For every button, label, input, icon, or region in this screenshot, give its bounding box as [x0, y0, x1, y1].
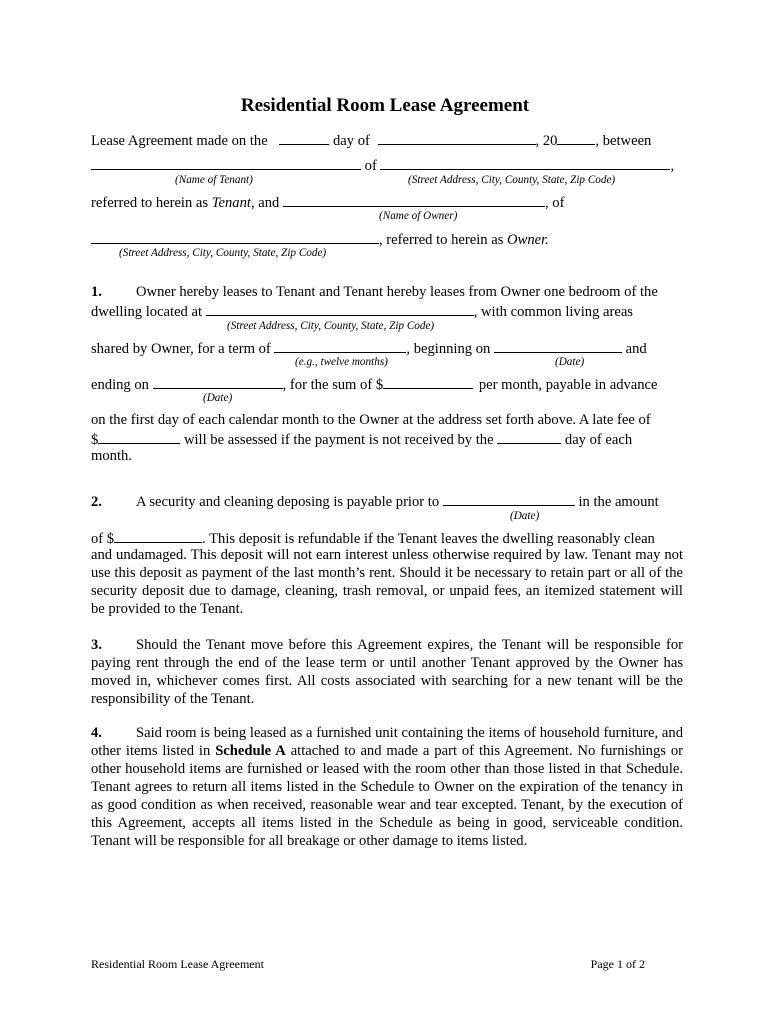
- security-text: A security and cleaning deposing is payable prior to: [136, 494, 440, 510]
- dwelling-address-blank[interactable]: [206, 302, 474, 316]
- deposit-date-blank[interactable]: [443, 492, 575, 506]
- tenant-name-blank[interactable]: [91, 156, 361, 170]
- dwelling-address-caption: (Street Address, City, County, State, Zip Code): [227, 320, 435, 332]
- day-of-each-text: day of each: [564, 432, 633, 448]
- deposit-date-caption: (Date): [510, 510, 540, 522]
- dollar-sign: $: [91, 432, 99, 448]
- section3-paragraph: [91, 636, 683, 708]
- name-of-tenant-caption: (Name of Tenant): [175, 174, 253, 186]
- name-of-owner-caption: (Name of Owner): [379, 210, 458, 222]
- section1-line6: [91, 430, 632, 449]
- section4-number: 4.: [91, 725, 102, 741]
- between-text: , between: [595, 133, 652, 149]
- sum-of-text: , for the sum of $: [282, 377, 384, 393]
- of-dollar-text: of $: [91, 531, 115, 547]
- section4-body-start: Said room is being leased as a furnished unit containing the items of household furniture, and other items listed in: [91, 725, 683, 759]
- ending-on-text: ending on: [91, 377, 149, 393]
- day-blank[interactable]: [279, 131, 329, 145]
- referred-owner-text: , referred to herein as: [379, 232, 504, 248]
- term-text: shared by Owner, for a term of: [91, 341, 271, 357]
- made-on-text: Lease Agreement made on the: [91, 133, 268, 149]
- section3-body: Should the Tenant move before this Agreement expires, the Tenant will be responsible for paying rent through the end of the lease term or until another Tenant approved by the Owner has moved in, whichever comes first. All costs associated with searching for a new tenant will be the responsibility of the Tenant.: [91, 637, 683, 707]
- owner-address-blank[interactable]: [91, 230, 379, 244]
- month-blank[interactable]: [378, 131, 536, 145]
- section1-number: 1.: [91, 284, 102, 300]
- assessed-text: will be assessed if the payment is not received by the: [183, 432, 494, 448]
- section1-line1: [91, 284, 658, 301]
- in-the-amount-text: in the amount: [578, 494, 659, 510]
- comma-20-text: , 20: [535, 133, 558, 149]
- term-blank[interactable]: [274, 339, 406, 353]
- ending-date-caption: (Date): [203, 392, 233, 404]
- of-text: of: [364, 158, 377, 174]
- owner-address-caption: (Street Address, City, County, State, Zip Code): [119, 247, 327, 259]
- and-text: and: [258, 195, 280, 211]
- section2-body: and undamaged. This deposit will not earn interest unless otherwise required by law. Tenant may not use this deposit as payment of the last month’s rent. Should it be necessary to retain part or all of the security deposit due to damage, cleaning, trash removal, or unpaid fees, an itemized statement will be provided to the Tenant.: [91, 547, 683, 617]
- dwelling-text: dwelling located at: [91, 304, 203, 320]
- beginning-date-caption: (Date): [555, 356, 585, 368]
- beginning-date-blank[interactable]: [494, 339, 622, 353]
- ending-date-blank[interactable]: [153, 375, 283, 389]
- section4-paragraph: [91, 724, 683, 850]
- section1-line5: on the first day of each calendar month to the Owner at the address set forth above. A late fee of: [91, 412, 651, 428]
- late-fee-blank[interactable]: [98, 430, 180, 444]
- refundable-text: . This deposit is refundable if the Tenant leaves the dwelling reasonably clean: [202, 531, 655, 547]
- deposit-amount-blank[interactable]: [114, 529, 202, 543]
- per-month-text: per month, payable in advance: [478, 377, 658, 393]
- document-title: Residential Room Lease Agreement: [240, 95, 530, 116]
- late-day-blank[interactable]: [497, 430, 561, 444]
- and-text-2: and: [625, 341, 647, 357]
- section1-line2: [91, 302, 633, 321]
- term-caption: (e.g., twelve months): [295, 356, 388, 368]
- tenant-word: Tenant,: [211, 195, 255, 211]
- comma-of-text: , of: [545, 195, 565, 211]
- section1-text1: Owner hereby leases to Tenant and Tenant hereby leases from Owner one bedroom of the: [136, 284, 658, 300]
- footer-title: Residential Room Lease Agreement: [91, 957, 264, 971]
- section1-line4: [91, 375, 658, 394]
- tenant-address-blank[interactable]: [380, 156, 670, 170]
- section2-number: 2.: [91, 494, 102, 510]
- common-areas-text: , with common living areas: [473, 304, 633, 320]
- beginning-on-text: , beginning on: [406, 341, 491, 357]
- owner-name-blank[interactable]: [283, 193, 545, 207]
- section3-number: 3.: [91, 637, 102, 653]
- day-of-text: day of: [332, 133, 370, 149]
- made-on-line: [91, 131, 651, 150]
- footer-page-number: Page 1 of 2: [590, 957, 645, 971]
- schedule-a-text: Schedule A: [215, 743, 286, 759]
- owner-line: [91, 193, 564, 212]
- year-blank[interactable]: [557, 131, 595, 145]
- section2-line1: [91, 492, 659, 511]
- rent-amount-blank[interactable]: [383, 375, 473, 389]
- owner-word: Owner.: [507, 232, 549, 248]
- tenant-line: [91, 156, 674, 175]
- referred-tenant-text: referred to herein as: [91, 195, 209, 211]
- section4-body-end: attached to and made a part of this Agreement. No furnishings or other household items are furnished or leased with the room other than those listed in that Schedule. Tenant agrees to return all items listed in the Schedule to Owner on the expiration of the tenancy in as good condition as when received, reasonable wear and tear excepted. Tenant, by the execution of this Agreement, accepts all items listed in the Schedule as being in good, serviceable condition. Tenant will be responsible for all breakage or other damage to items listed.: [91, 743, 683, 849]
- tenant-address-caption: (Street Address, City, County, State, Zip Code): [408, 174, 616, 186]
- section1-line7: month.: [91, 448, 132, 464]
- trailing-comma: ,: [670, 158, 675, 174]
